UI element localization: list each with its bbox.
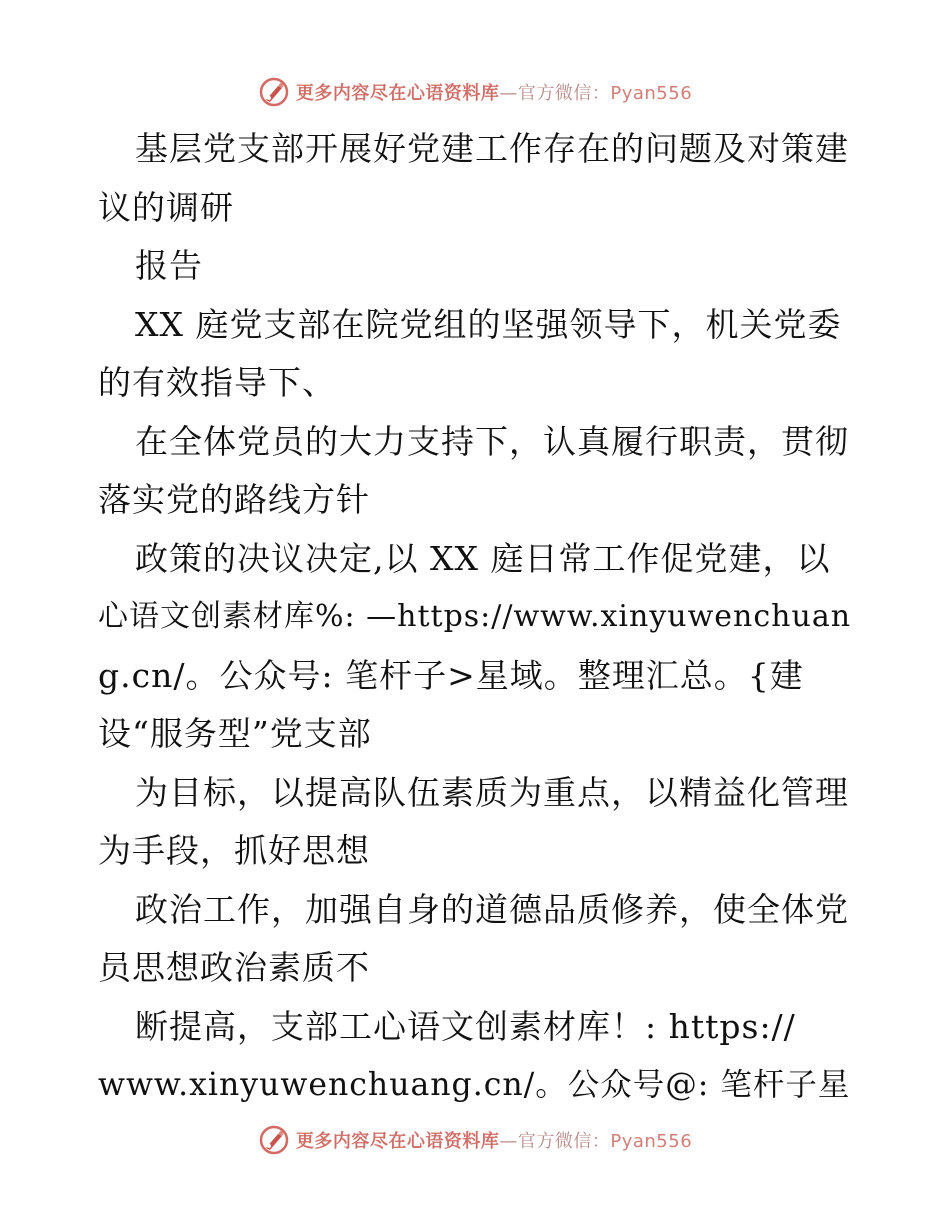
watermark-separator: —: [499, 1131, 518, 1152]
watermark-wechat-label: 官方微信：: [517, 83, 611, 104]
text-line: 议的调研: [98, 187, 234, 227]
watermark-wechat-label: 官方微信：: [517, 1131, 611, 1152]
text-line: 为目标，以提高队伍素质为重点，以精益化管理: [135, 772, 849, 812]
text-line: XX 庭党支部在院党组的坚强领导下，机关党委: [135, 304, 842, 344]
text-line: 落实党的路线方针: [98, 480, 370, 519]
text-line: 为手段，抓好思想: [98, 831, 370, 870]
text-line: 在全体党员的大力支持下，认真履行职责，贯彻: [135, 421, 849, 461]
text-line: 心语文创素材库%: —https://www.xinyuwenchuan: [98, 599, 852, 634]
text-line: 政策的决议决定,以 XX 庭日常工作促党建，以: [135, 538, 831, 578]
pen-logo-icon: [258, 1124, 290, 1156]
watermark-text: [296, 1127, 692, 1153]
watermark-text: [296, 79, 692, 105]
watermark-header: [0, 72, 950, 112]
text-line: 断提高，支部工心语文创素材库！: https://: [135, 1006, 796, 1046]
watermark-brand: 更多内容尽在心语资料库: [295, 83, 500, 104]
text-line: www.xinyuwenchuang.cn/。公众号@: 笔杆子星: [98, 1067, 851, 1103]
text-line: 基层党支部开展好党建工作存在的问题及对策建: [135, 129, 849, 168]
watermark-wechat-id: Pyan556: [610, 1131, 693, 1152]
text-line: 员思想政治素质不: [98, 948, 370, 987]
watermark-footer: [0, 1120, 950, 1160]
pen-logo-icon: [258, 76, 290, 108]
text-line: 报告: [135, 246, 203, 285]
document-body: [98, 120, 858, 1115]
watermark-separator: —: [499, 83, 518, 104]
text-line: 设“服务型”党支部: [98, 714, 372, 753]
watermark-brand: 更多内容尽在心语资料库: [295, 1131, 500, 1152]
watermark-wechat-id: Pyan556: [610, 83, 693, 104]
text-line: 的有效指导下、: [98, 363, 336, 402]
text-line: 政治工作，加强自身的道德品质修养，使全体党: [135, 889, 849, 929]
text-line: g.cn/。公众号: 笔杆子>星域。整理汇总。{建: [98, 655, 804, 695]
